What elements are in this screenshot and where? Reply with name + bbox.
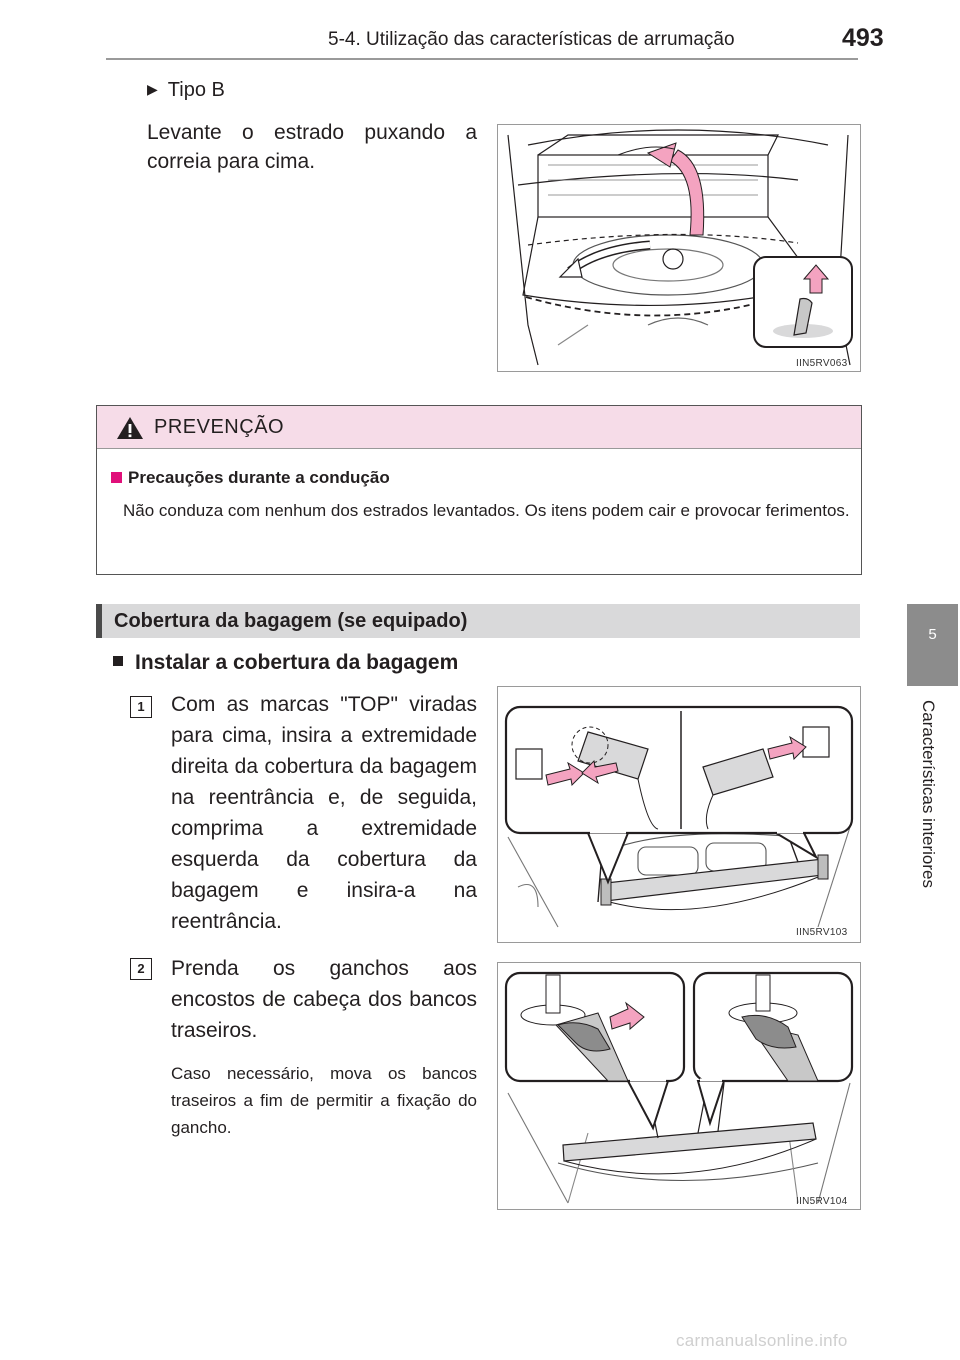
page-number: 493 — [842, 24, 884, 52]
step-2-note: Caso necessário, mova os bancos traseiros a fim de permitir a fixação do gancho. — [171, 1064, 477, 1137]
chapter-tab — [907, 604, 958, 686]
section-title: Cobertura da bagagem (se equipado) — [114, 610, 468, 632]
header-rule — [106, 58, 858, 60]
square-bullet-icon — [113, 656, 123, 666]
caution-title: PREVENÇÃO — [154, 416, 285, 438]
type-b-instruction: Levante o estrado puxando a correia para cima. — [147, 121, 477, 173]
caution-header — [97, 406, 861, 449]
type-b-heading — [147, 79, 225, 102]
chapter-tab-label: Características interiores — [919, 700, 938, 889]
step-number-2: 2 — [130, 958, 152, 980]
step-1-text: Com as marcas "TOP" viradas para cima, insira a extremidade direita da cobertura da bagagem na reentrância e, de seguida, comprima a extremidade esquerda da cobertura da bagagem e insira-a na reentrância. — [171, 693, 477, 933]
cover-install-figure — [497, 686, 861, 943]
figure-code: IIN5RV103 — [796, 927, 848, 938]
section-heading-accent — [96, 604, 102, 638]
warning-triangle-icon — [116, 416, 144, 440]
triangle-bullet-icon: ▶ — [147, 81, 158, 97]
hook-figure — [497, 962, 861, 1210]
caution-box — [96, 405, 862, 575]
caution-subtitle-text: Precauções durante a condução — [128, 468, 390, 487]
caution-text: Não conduza com nenhum dos estrados levantados. Os itens podem cair e provocar ferimentos. — [123, 501, 850, 520]
subheading-text: Instalar a cobertura da bagagem — [135, 651, 459, 674]
step-2-text: Prenda os ganchos aos encostos de cabeça dos bancos traseiros. — [171, 957, 477, 1042]
square-bullet-icon — [111, 472, 122, 483]
type-b-label: Tipo B — [167, 79, 225, 101]
trunk-floor-illustration — [498, 125, 860, 371]
cover-install-illustration — [498, 687, 860, 942]
running-header-title: 5-4. Utilização das características de arrumação — [328, 29, 735, 50]
caution-subtitle — [111, 468, 390, 488]
watermark-text: carmanualsonline.info — [676, 1331, 848, 1350]
subheading — [113, 651, 458, 675]
figure-code: IIN5RV104 — [796, 1196, 848, 1207]
hook-illustration — [498, 963, 860, 1209]
chapter-tab-number: 5 — [928, 626, 937, 643]
trunk-floor-figure — [497, 124, 861, 372]
step-number-1: 1 — [130, 696, 152, 718]
figure-code: IIN5RV063 — [796, 358, 848, 369]
